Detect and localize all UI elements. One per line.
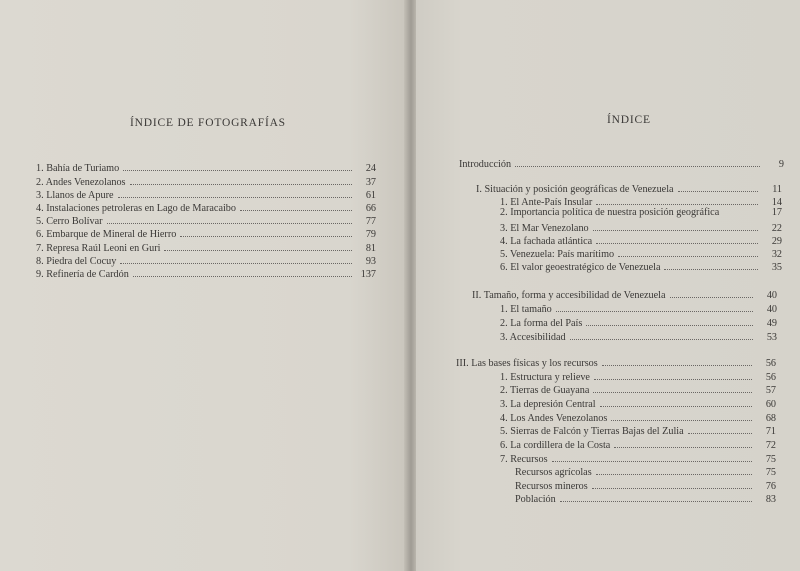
entry-label: 5. Sierras de Falcón y Tierras Bajas del Zulia	[500, 426, 684, 437]
dot-leader	[552, 451, 752, 462]
dot-leader	[664, 259, 758, 270]
entry-label: 6. La cordillera de la Costa	[500, 440, 611, 451]
dot-leader	[130, 174, 352, 185]
entry-page: 93	[365, 256, 376, 267]
entry-label: 7. Represa Raúl Leoni en Guri	[36, 243, 161, 254]
entry-page: 35	[771, 262, 782, 273]
index-entry	[500, 437, 776, 452]
index-entry	[500, 329, 777, 344]
index-entry	[500, 301, 777, 316]
dot-leader	[596, 194, 758, 205]
dot-leader	[596, 464, 752, 475]
photo-entry	[36, 266, 376, 281]
entry-page: 32	[771, 249, 782, 260]
dot-leader	[592, 478, 752, 489]
entry-label: 1. El tamaño	[500, 304, 552, 315]
dot-leader	[614, 437, 752, 448]
dot-leader	[602, 355, 752, 366]
entry-page: 81	[365, 243, 376, 254]
dot-leader	[593, 382, 752, 393]
entry-label: 1. Bahía de Turiamo	[36, 163, 120, 174]
dot-leader	[586, 315, 753, 326]
photos-index-title: ÍNDICE DE FOTOGRAFÍAS	[130, 117, 286, 129]
entry-page: 66	[365, 203, 376, 214]
dot-leader	[240, 200, 352, 211]
entry-label: 2. Tierras de Guayana	[500, 385, 590, 396]
entry-label: 2. La forma del País	[500, 318, 583, 329]
entry-label: 3. La depresión Central	[500, 399, 596, 410]
index-entry	[500, 207, 782, 219]
entry-page: 11	[772, 184, 782, 195]
dot-leader	[118, 187, 352, 198]
entry-label: 5. Cerro Bolívar	[36, 216, 103, 227]
right-page	[416, 0, 800, 571]
entry-page: 79	[365, 229, 376, 240]
entry-page: 56	[765, 358, 776, 369]
dot-leader	[164, 240, 352, 251]
entry-page: 75	[765, 467, 776, 478]
entry-page: 14	[771, 197, 782, 208]
index-title: ÍNDICE	[607, 114, 651, 126]
entry-label: 4. Instalaciones petroleras en Lago de Maracaibo	[36, 203, 236, 214]
dot-leader	[107, 213, 353, 224]
entry-label: 4. Los Andes Venezolanos	[500, 413, 608, 424]
entry-label: 1. Estructura y relieve	[500, 372, 590, 383]
entry-label: 6. Embarque de Mineral de Hierro	[36, 229, 177, 240]
entry-label: 4. La fachada atlántica	[500, 236, 593, 247]
entry-label: I. Situación y posición geográficas de Venezuela	[476, 184, 674, 195]
entry-label: 2. Andes Venezolanos	[36, 177, 126, 188]
entry-page: 29	[771, 236, 782, 247]
dot-leader	[596, 233, 758, 244]
dot-leader	[120, 253, 352, 264]
photo-entry	[36, 226, 376, 241]
entry-page: 9	[778, 159, 784, 170]
dot-leader	[180, 226, 352, 237]
entry-page: 22	[771, 223, 782, 234]
entry-label: 3. Llanos de Apure	[36, 190, 114, 201]
entry-page: 68	[765, 413, 776, 424]
dot-leader	[688, 423, 752, 434]
dot-leader	[133, 266, 352, 277]
dot-leader	[556, 301, 753, 312]
index-entry	[500, 259, 782, 274]
index-entry	[500, 396, 776, 411]
entry-page: 75	[765, 454, 776, 465]
entry-label: Recursos agrícolas	[515, 467, 592, 478]
entry-label: II. Tamaño, forma y accesibilidad de Venezuela	[472, 290, 666, 301]
index-entry	[500, 315, 777, 330]
dot-leader	[570, 329, 753, 340]
dot-leader	[123, 160, 352, 171]
entry-page: 17	[771, 207, 782, 218]
entry-page: 53	[766, 332, 777, 343]
entry-label: Población	[515, 494, 556, 505]
index-entry	[500, 382, 776, 397]
entry-page: 40	[766, 290, 777, 301]
entry-label: Introducción	[459, 159, 512, 170]
dot-leader	[600, 396, 752, 407]
entry-page: 56	[765, 372, 776, 383]
index-entry	[500, 423, 776, 438]
chapter-heading	[472, 287, 777, 302]
entry-page: 60	[765, 399, 776, 410]
dot-leader	[678, 181, 758, 192]
dot-leader	[594, 369, 752, 380]
entry-label: 3. El Mar Venezolano	[500, 223, 589, 234]
entry-label: 2. Importancia política de nuestra posición geográfica	[500, 207, 720, 218]
entry-page: 77	[365, 216, 376, 227]
entry-page: 57	[765, 385, 776, 396]
entry-page: 40	[766, 304, 777, 315]
entry-label: III. Las bases físicas y los recursos	[456, 358, 598, 369]
entry-label: 9. Refinería de Cardón	[36, 269, 129, 280]
photo-entry	[36, 160, 376, 175]
entry-page: 49	[766, 318, 777, 329]
index-subentry	[515, 464, 776, 479]
entry-label: 1. El Ante-País Insular	[500, 197, 593, 208]
index-entry	[459, 156, 784, 171]
entry-label: 6. El valor geoestratégico de Venezuela	[500, 262, 661, 273]
entry-label: 3. Accesibilidad	[500, 332, 566, 343]
entry-label: 8. Piedra del Cocuy	[36, 256, 117, 267]
entry-page: 61	[365, 190, 376, 201]
dot-leader	[611, 410, 752, 421]
entry-page: 71	[765, 426, 776, 437]
chapter-heading	[456, 355, 776, 370]
dot-leader	[593, 220, 758, 231]
dot-leader	[618, 246, 758, 257]
entry-page: 76	[765, 481, 776, 492]
entry-label: Recursos mineros	[515, 481, 588, 492]
entry-page: 37	[365, 177, 376, 188]
dot-leader	[515, 156, 760, 167]
entry-page: 137	[360, 269, 376, 280]
dot-leader	[670, 287, 753, 298]
entry-label: 7. Recursos	[500, 454, 548, 465]
index-subentry	[515, 491, 776, 506]
dot-leader	[560, 491, 752, 502]
entry-page: 24	[365, 163, 376, 174]
entry-page: 83	[765, 494, 776, 505]
entry-label: 5. Venezuela: País marítimo	[500, 249, 615, 260]
entry-page: 72	[765, 440, 776, 451]
